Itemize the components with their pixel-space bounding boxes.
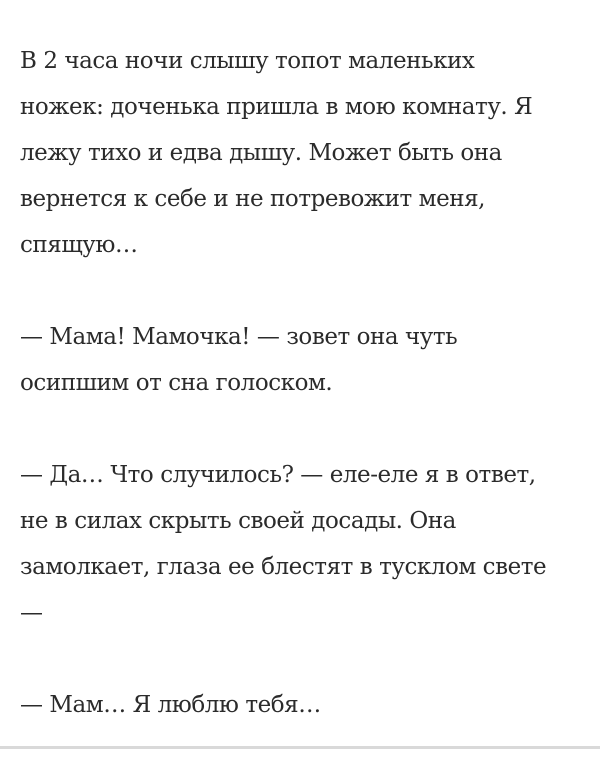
paragraph-3 [20, 452, 596, 636]
story-text [20, 38, 596, 774]
text-line: — [20, 600, 43, 626]
text-line: В 2 часа ночи слышу топот маленьких [20, 48, 475, 74]
text-line: осипшим от сна голоском. [20, 370, 333, 396]
text-line: замолкает, глаза ее блестят в тусклом свете [20, 554, 547, 580]
paragraph-2 [20, 314, 596, 406]
text-line: не в силах скрыть своей досады. Она [20, 508, 456, 534]
text-line: — Мам… Я люблю тебя… [20, 692, 321, 718]
text-line: спящую… [20, 232, 138, 258]
text-line: ножек: доченька пришла в мою комнату. Я [20, 94, 533, 120]
text-line: — Мама! Мамочка! — зовет она чуть [20, 324, 458, 350]
text-line: лежу тихо и едва дышу. Может быть она [20, 140, 502, 166]
text-line: — Да… Что случилось? — еле-еле я в ответ, [20, 462, 536, 488]
paragraph-1 [20, 38, 596, 268]
text-line: вернется к себе и не потревожит меня, [20, 186, 486, 212]
paragraph-4 [20, 682, 596, 728]
